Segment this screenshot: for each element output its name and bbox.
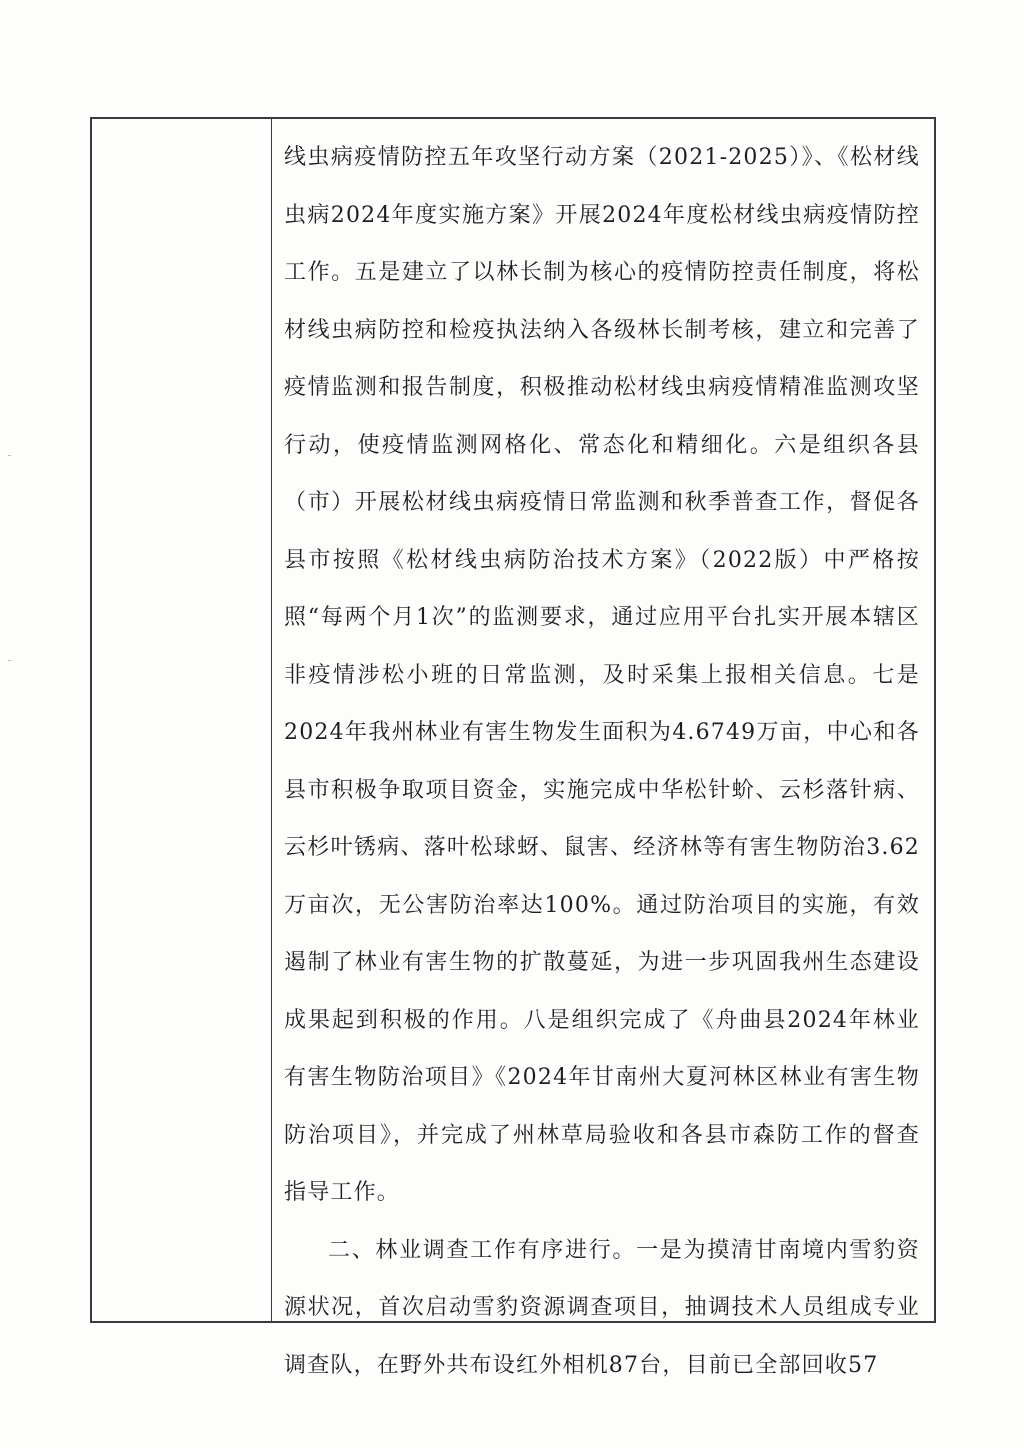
paragraph-pest-control: 线虫病疫情防控五年攻坚行动方案（2021-2025）》、《松材线虫病2024年度实施方案》开展2024年度松材线虫病疫情防控工作。五是建立了以林长制为核心的疫情防控责任制度，将松材线虫病防控和检疫执法纳入各级林长制考核，建立和完善了疫情监测和报告制度，积极推动松材线虫病疫情精准监测攻坚行动，使疫情监测网格化、常态化和精细化。六是组织各县（市）开展松材线虫病疫情日常监测和秋季普查工作，督促各县市按照《松材线虫病防治技术方案》（2022版）中严格按照“每两个月1次”的监测要求，通过应用平台扎实开展本辖区非疫情涉松小班的日常监测，及时采集上报相关信息。七是2024年我州林业有害生物发生面积为4.6749万亩，中心和各县市积极争取项目资金，实施完成中华松针蚧、云杉落针病、云杉叶锈病、落叶松球蚜、鼠害、经济林等有害生物防治3.62万亩次，无公害防治率达100%。通过防治项目的实施，有效遏制了林业有害生物的扩散蔓延，为进一步巩固我州生态建设成果起到积极的作用。八是组织完成了《舟曲县2024年林业有害生物防治项目》《2024年甘南州大夏河林区林业有害生物防治项目》，并完成了州林草局验收和各县市森防工作的督查指导工作。: [284, 145, 920, 1205]
table-content-cell: [272, 119, 934, 1378]
scan-artifact: [8, 660, 11, 661]
paragraph-forestry-survey: 二、林业调查工作有序进行。一是为摸清甘南境内雪豹资源状况，首次启动雪豹资源调查项目，抽调技术人员组成专业调查队，在野外共布设红外相机87台，目前已全部回收57: [284, 1237, 920, 1378]
scan-artifact: [8, 455, 11, 456]
table-label-cell: [92, 119, 272, 1321]
report-table: [90, 117, 936, 1378]
